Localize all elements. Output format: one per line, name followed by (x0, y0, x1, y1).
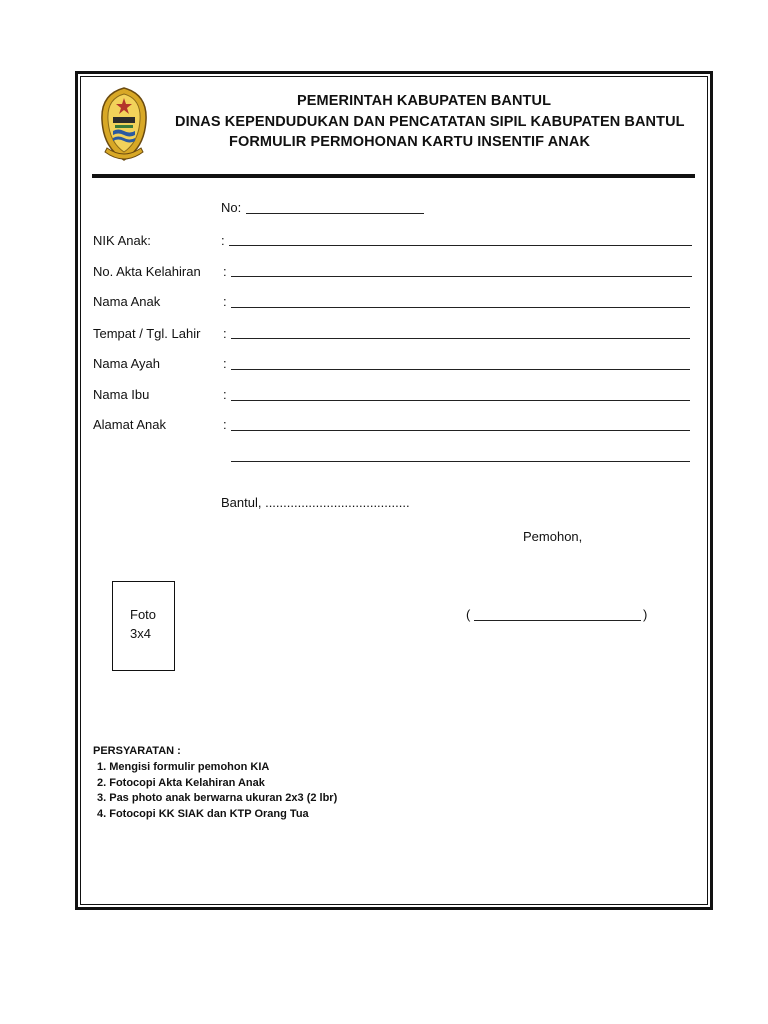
field-input-line-alamat-anak[interactable] (231, 430, 690, 431)
header-title-1: PEMERINTAH KABUPATEN BANTUL (297, 93, 552, 109)
field-colon: : (223, 326, 227, 341)
field-colon: : (223, 356, 227, 371)
header-title-3: FORMULIR PERMOHONAN KARTU INSENTIF ANAK (229, 134, 591, 150)
field-colon: : (223, 294, 227, 309)
field-input-line-nama-anak[interactable] (231, 307, 690, 308)
field-colon: : (223, 417, 227, 432)
photo-label: Foto (130, 607, 157, 622)
field-colon: : (221, 233, 225, 248)
header-divider (92, 174, 695, 178)
field-input-line-nama-ayah[interactable] (231, 369, 690, 370)
requirements-item: 1. Mengisi formulir pemohon KIA (97, 761, 270, 773)
number-label: No: (221, 200, 242, 215)
field-input-line-alamat-anak-2[interactable] (231, 461, 690, 462)
requirements-item: 4. Fotocopi KK SIAK dan KTP Orang Tua (97, 808, 309, 820)
requirements-item: 3. Pas photo anak berwarna ukuran 2x3 (2 lbr) (97, 792, 338, 804)
requirements-item: 2. Fotocopi Akta Kelahiran Anak (97, 777, 265, 789)
bantul-emblem-icon (99, 86, 149, 164)
signature-close-paren: ) (643, 607, 648, 622)
field-colon: : (223, 387, 227, 402)
field-label-alamat-anak: Alamat Anak (93, 417, 166, 432)
field-colon: : (223, 264, 227, 279)
signature-open-paren: ( (466, 607, 471, 622)
header-title-2: DINAS KEPENDUDUKAN DAN PENCATATAN SIPIL KABUPATEN BANTUL (175, 114, 685, 130)
field-label-nama-ayah: Nama Ayah (93, 356, 160, 371)
signature-input-line[interactable] (474, 620, 641, 621)
place-date-text: Bantul, ........................................ (221, 495, 410, 510)
field-label-tempat-tgl-lahir: Tempat / Tgl. Lahir (93, 326, 201, 341)
applicant-label: Pemohon, (523, 529, 583, 544)
field-label-nama-anak: Nama Anak (93, 294, 161, 309)
field-input-line-tempat-tgl-lahir[interactable] (231, 338, 690, 339)
field-label-akta-kelahiran: No. Akta Kelahiran (93, 264, 201, 279)
field-input-line-nama-ibu[interactable] (231, 400, 690, 401)
requirements-title: PERSYARATAN : (93, 745, 181, 757)
number-input-line[interactable] (246, 213, 424, 214)
field-input-line-nik-anak[interactable] (229, 245, 692, 246)
field-label-nik-anak: NIK Anak: (93, 233, 151, 248)
photo-size-label: 3x4 (130, 626, 151, 641)
field-label-nama-ibu: Nama Ibu (93, 387, 150, 402)
field-input-line-akta-kelahiran[interactable] (231, 276, 692, 277)
